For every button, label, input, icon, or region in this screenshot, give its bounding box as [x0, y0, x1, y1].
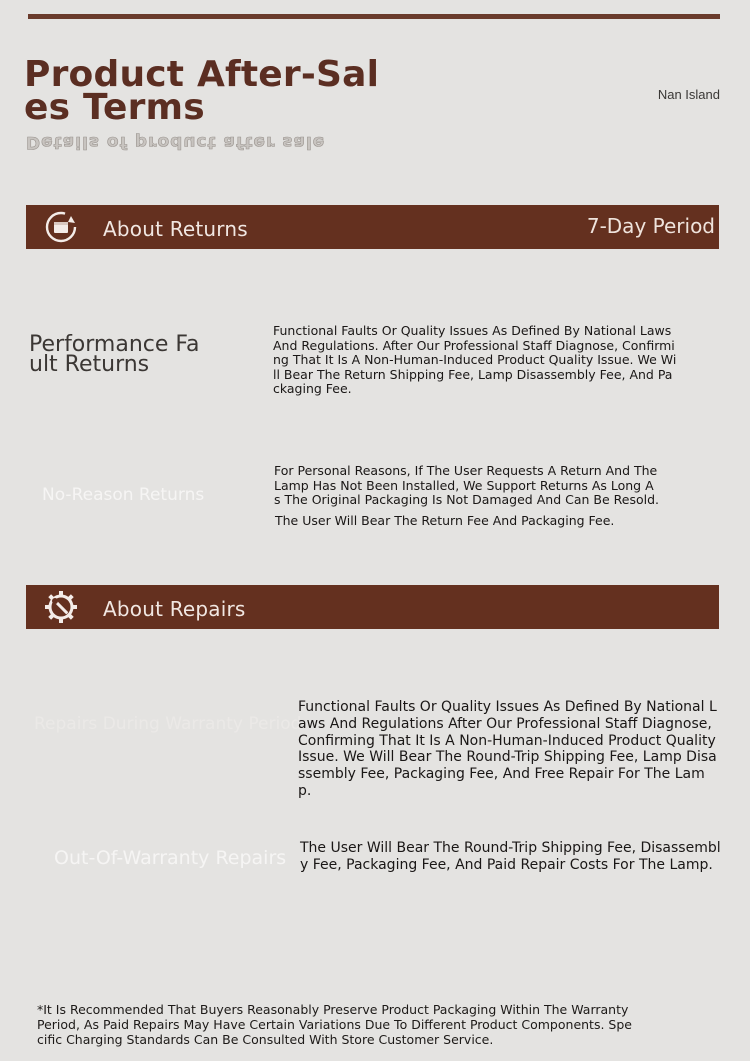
page-title: Product After-Sales Terms	[24, 54, 380, 128]
brand-name: Nan Island	[657, 87, 720, 102]
no-reason-returns-text: For Personal Reasons, If The User Requests A Return And The Lamp Has Not Been Installed, We Support Returns As Long As The Original Packaging Is Not Damaged And Can Be Resold.	[274, 463, 659, 508]
performance-fault-returns-text: Functional Faults Or Quality Issues As Defined By National Laws And Regulations. After Our Professional Staff Diagnose, Confirming That It Is A Non-Human-Induced Product Quality Issue. We Will Bear The Return Shipping Fee, Lamp Disassembly Fee, And Packaging Fee.	[273, 323, 677, 397]
warranty-repairs-label: Repairs During Warranty Period	[34, 714, 302, 734]
returns-section-title: About Returns	[103, 217, 248, 241]
page-subtitle-reflection: Details of product after sale	[26, 132, 326, 152]
top-divider	[28, 14, 720, 19]
warranty-repairs-text: Functional Faults Or Quality Issues As Defined By National Laws And Regulations After Our Professional Staff Diagnose, Confirming That It Is A Non-Human-Induced Product Quality Issue. We Will Bear The Round-Trip Shipping Fee, Lamp Disassembly Fee, Packaging Fee, And Free Repair For The Lamp.	[298, 699, 717, 799]
return-box-icon	[44, 210, 78, 244]
performance-fault-returns-label: Performance Fault Returns	[29, 332, 200, 377]
repairs-section-title: About Repairs	[103, 597, 246, 621]
out-of-warranty-repairs-text: The User Will Bear The Round-Trip Shipping Fee, Disassembly Fee, Packaging Fee, And Paid Repair Costs For The Lamp.	[300, 840, 721, 873]
no-reason-returns-label: No-Reason Returns	[42, 485, 205, 505]
no-reason-returns-fee-note: The User Will Bear The Return Fee And Packaging Fee.	[275, 513, 615, 528]
repairs-section-header	[26, 585, 719, 629]
return-period-badge: 7-Day Period	[586, 214, 715, 238]
gear-wrench-icon	[44, 590, 78, 624]
footnote: *It Is Recommended That Buyers Reasonably Preserve Product Packaging Within The Warranty Period, As Paid Repairs May Have Certain Variations Due To Different Product Components. Specific Charging Standards Can Be Consulted With Store Customer Service.	[37, 1002, 632, 1047]
out-of-warranty-repairs-label: Out-Of-Warranty Repairs	[54, 847, 287, 869]
returns-section-header	[26, 205, 719, 249]
